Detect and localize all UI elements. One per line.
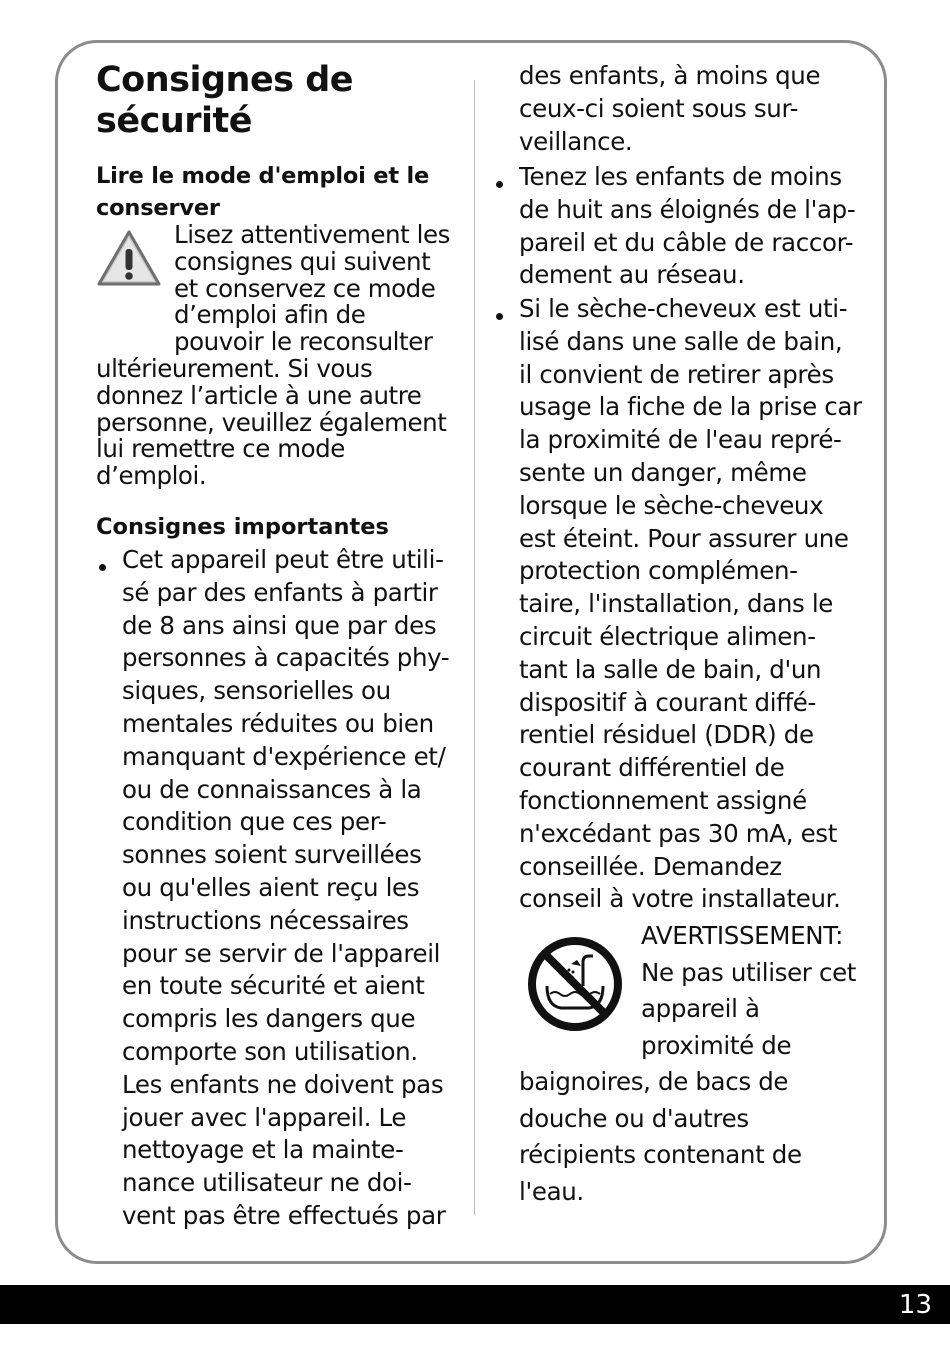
- column-divider: [474, 80, 475, 1215]
- title-line: Consignes de: [96, 60, 353, 100]
- text-line: appareil à: [641, 994, 760, 1023]
- text-line: protection complémen-: [519, 556, 798, 586]
- text-line: sente un danger, même: [519, 457, 807, 487]
- text-line: comporte son utilisation.: [122, 1036, 418, 1066]
- text-line: Cet appareil peut être utili-: [122, 545, 444, 574]
- text-line: rentiel résiduel (DDR) de: [519, 720, 814, 750]
- text-line: Les enfants ne doivent pas: [122, 1069, 444, 1099]
- text-line: ou de connaissances à la: [122, 774, 422, 804]
- text-line: douche ou d'autres: [519, 1103, 749, 1133]
- bullet-item-children-use: [122, 544, 462, 1233]
- bullet-dot: [496, 313, 503, 320]
- text-line: ceux-ci soient sous sur-: [519, 93, 799, 123]
- text-line: dispositif à courant diffé-: [519, 687, 816, 717]
- text-line: ultérieurement. Si vous: [96, 353, 373, 383]
- text-line: conseillée. Demandez: [519, 851, 782, 881]
- text-line: il convient de retirer après: [519, 359, 834, 389]
- text-line: de huit ans éloignés de l'ap-: [519, 194, 856, 224]
- text-line: nance utilisateur ne doi-: [122, 1168, 412, 1198]
- text-line: récipients contenant de: [519, 1140, 802, 1169]
- page-number: 13: [898, 1290, 932, 1320]
- text-line: proximité de: [641, 1030, 792, 1060]
- bullet-dot: [496, 181, 503, 188]
- text-line: circuit électrique alimen-: [519, 621, 816, 651]
- heading-line: Lire le mode d'emploi et le: [96, 163, 430, 189]
- text-line: fonctionnement assigné: [519, 785, 807, 815]
- text-line: en toute sécurité et aient: [122, 971, 425, 1001]
- text-line: l'eau.: [519, 1176, 584, 1206]
- text-line: n'excédant pas 30 mA, est: [519, 818, 837, 848]
- heading-line: conserver: [96, 195, 220, 221]
- page-title: [96, 60, 353, 142]
- text-line: personne, veuillez également: [96, 407, 447, 437]
- bullet-item-bathroom: [519, 293, 869, 916]
- bullet-item-keep-away: [519, 161, 869, 292]
- title-line: sécurité: [96, 101, 252, 141]
- text-line: la proximité de l'eau repré-: [519, 425, 842, 455]
- text-line: Lisez attentivement les: [174, 220, 450, 249]
- text-line: manquant d'expérience et/: [122, 741, 446, 771]
- text-line: personnes à capacités phy-: [122, 643, 450, 673]
- section-heading-important: Consignes importantes: [96, 514, 389, 540]
- text-line: condition que ces per-: [122, 807, 387, 837]
- bullet-dot: [99, 564, 106, 571]
- text-line: consignes qui suivent: [174, 246, 431, 276]
- text-line: pareil et du câble de raccor-: [519, 227, 854, 257]
- text-line: dement au réseau.: [519, 260, 745, 290]
- text-line: lui remettre ce mode: [96, 434, 345, 464]
- text-line: mentales réduites ou bien: [122, 708, 434, 738]
- text-line: instructions nécessaires: [122, 905, 409, 935]
- warning-paragraph: [519, 918, 859, 1210]
- text-line: pouvoir le reconsulter: [174, 327, 433, 357]
- section-heading-read-manual: [96, 160, 429, 224]
- text-line: conseil à votre installateur.: [519, 884, 841, 914]
- text-line: compris les dangers que: [122, 1004, 416, 1034]
- text-line: tant la salle de bain, d'un: [519, 654, 822, 684]
- text-line: Ne pas utiliser cet: [641, 957, 857, 987]
- text-line: est éteint. Pour assurer une: [519, 523, 849, 553]
- text-line: lorsque le sèche-cheveux: [519, 490, 824, 520]
- page-footer-bar: [0, 1285, 950, 1324]
- text-line: jouer avec l'appareil. Le: [122, 1102, 407, 1132]
- text-line: Si le sèche-cheveux est uti-: [519, 294, 848, 323]
- text-line: ou qu'elles aient reçu les: [122, 872, 420, 902]
- intro-paragraph: [96, 222, 461, 490]
- text-line: taire, l'installation, dans le: [519, 589, 834, 619]
- text-line: baignoires, de bacs de: [519, 1067, 789, 1096]
- text-line: de 8 ans ainsi que par des: [122, 610, 437, 640]
- text-line: siques, sensorielles ou: [122, 676, 391, 706]
- text-line: et conservez ce mode: [174, 273, 436, 303]
- text-line: donnez l’article à une autre: [96, 380, 422, 410]
- text-line: nettoyage et la mainte-: [122, 1135, 404, 1165]
- text-line: Tenez les enfants de moins: [519, 162, 842, 191]
- text-line: sé par des enfants à partir: [122, 577, 438, 607]
- text-line: d’emploi afin de: [174, 300, 366, 330]
- warning-label: AVERTISSEMENT:: [641, 921, 844, 950]
- text-line: usage la fiche de la prise car: [519, 392, 862, 422]
- text-line: d’emploi.: [96, 461, 207, 491]
- text-line: sonnes soient surveillées: [122, 840, 422, 870]
- text-line: vent pas être effectués par: [122, 1200, 446, 1230]
- text-line: des enfants, à moins que: [519, 61, 821, 90]
- text-line: courant différentiel de: [519, 753, 785, 783]
- text-line: lisé dans une salle de bain,: [519, 326, 843, 356]
- text-line: pour se servir de l'appareil: [122, 938, 441, 968]
- warning-triangle-icon: [96, 228, 162, 288]
- bullet-item-continued: [519, 60, 869, 158]
- text-line: veillance.: [519, 126, 633, 156]
